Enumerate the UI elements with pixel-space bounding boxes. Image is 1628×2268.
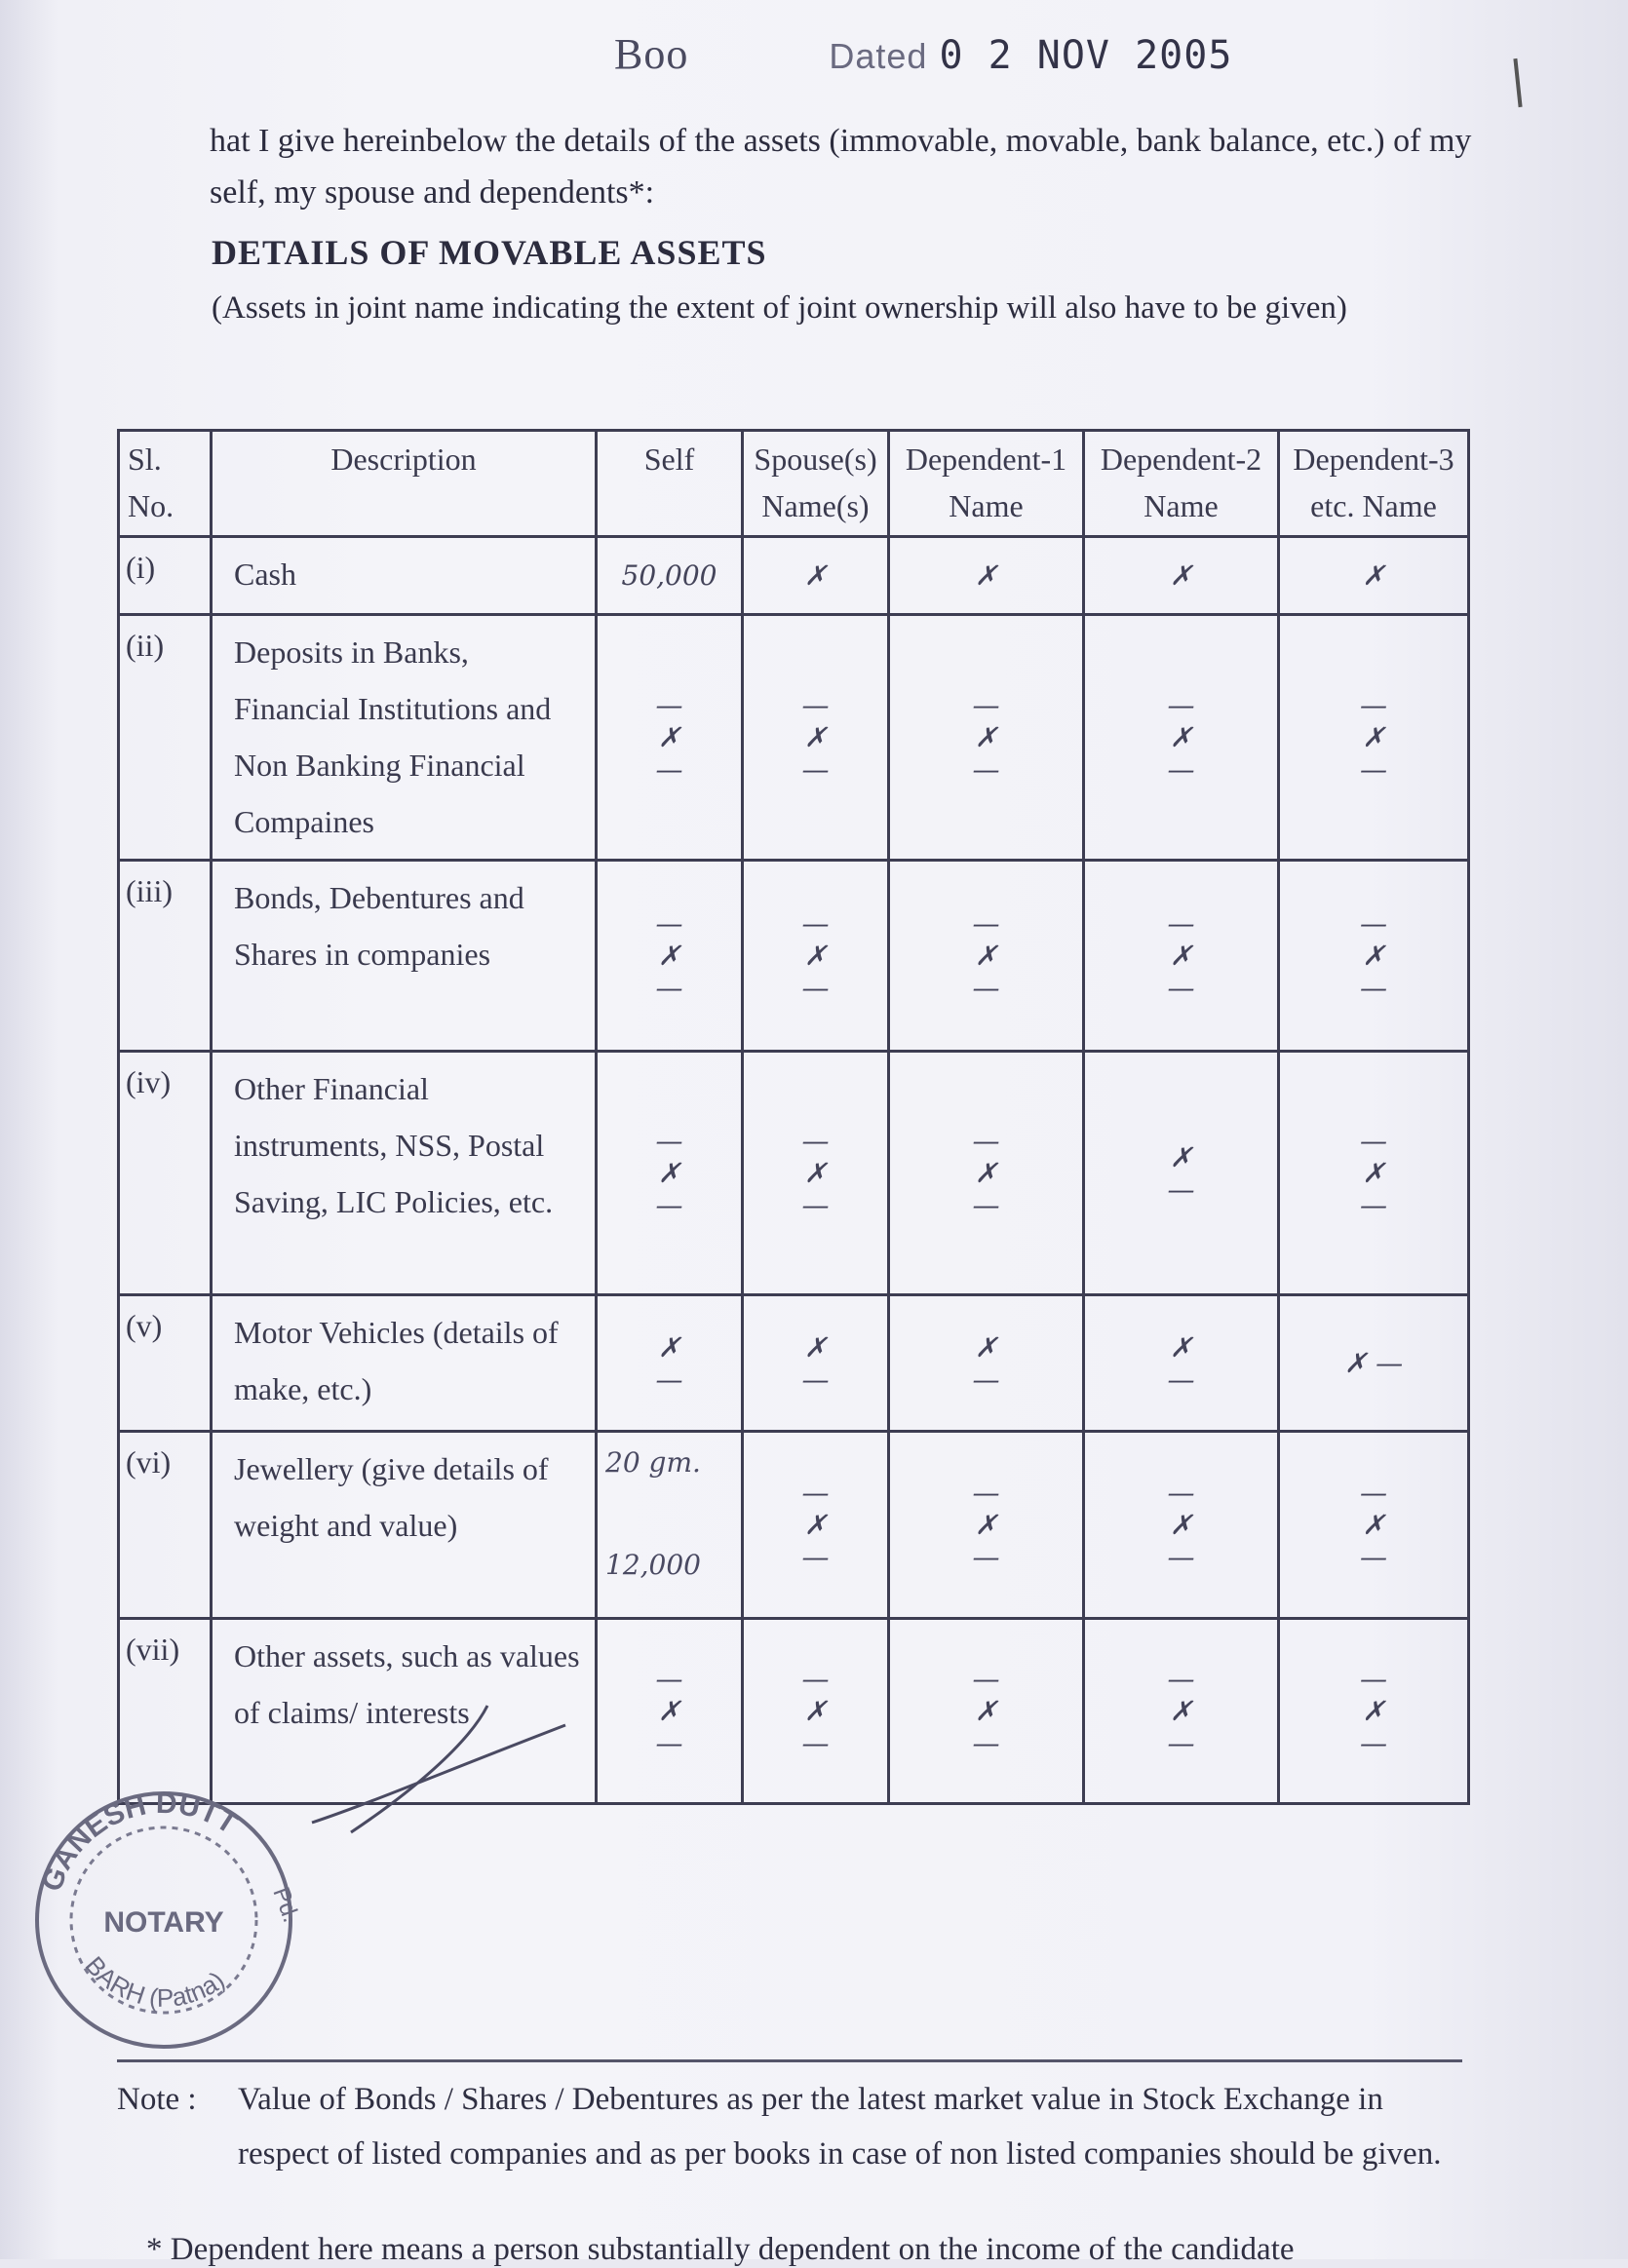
row-dep3-mark: ✗ —	[1279, 1295, 1469, 1432]
table-row	[119, 861, 1469, 1052]
row-dep1-mark: ✗	[889, 537, 1084, 615]
seal-top-text: GANESH DUTT	[35, 1787, 244, 1896]
seal-bottom-text: BARH (Patna)	[79, 1950, 230, 2013]
table-row	[119, 1432, 1469, 1619]
header-dep1-line2: Name	[949, 488, 1024, 523]
row-self-mark: — ✗ —	[597, 1052, 743, 1295]
section-heading: DETAILS OF MOVABLE ASSETS	[212, 233, 767, 272]
row-dep2-mark: ✗ —	[1084, 1295, 1279, 1432]
header-description: Description	[212, 431, 597, 537]
row-spouse-mark: ✗ —	[743, 1295, 889, 1432]
seal-middle-text: NOTARY	[103, 1906, 224, 1939]
row-dep3-mark: — ✗ —	[1279, 1432, 1469, 1619]
note-label: Note :	[117, 2082, 197, 2117]
header-dep3-line1: Dependent-3	[1293, 442, 1454, 477]
header-dependent-2	[1084, 431, 1279, 537]
row-description: Deposits in Banks, Financial Institutions and Non Banking Financial Compaines	[212, 615, 597, 861]
row-sl: (vii)	[119, 1619, 212, 1804]
row-description: Jewellery (give details of weight and value)	[212, 1432, 597, 1619]
row-self-mark: — ✗ —	[597, 1619, 743, 1804]
seal-right-text: Pd.	[267, 1883, 305, 1926]
row-self-mark: — ✗ —	[597, 615, 743, 861]
intro-text: hat I give hereinbelow the details of the assets (immovable, movable, bank balance, etc.) of my self, my spouse and dependents*:	[210, 123, 1472, 211]
header-stamp-text: Boo	[614, 30, 689, 78]
row-sl: (ii)	[119, 615, 212, 861]
row-dep1-mark: — ✗ —	[889, 861, 1084, 1052]
jewellery-value: 12,000	[605, 1549, 701, 1581]
row-spouse-mark: — ✗ —	[743, 861, 889, 1052]
table-row	[119, 537, 1469, 615]
row-sl: (i)	[119, 537, 212, 615]
header-self: Self	[597, 431, 743, 537]
header-sl-line2: No.	[128, 488, 174, 523]
row-spouse-mark: — ✗ —	[743, 1432, 889, 1619]
row-dep3-mark: ✗	[1279, 537, 1469, 615]
movable-assets-table	[117, 429, 1470, 1805]
row-dep2-mark: — ✗ —	[1084, 615, 1279, 861]
row-self-mark: ✗ —	[597, 1295, 743, 1432]
header-dep2-line2: Name	[1143, 488, 1219, 523]
header-dependent-1	[889, 431, 1084, 537]
header-sl-line1: Sl.	[128, 442, 162, 477]
note-divider	[117, 2059, 1462, 2062]
footer-partial-text: * Dependent here means a person substantially dependent on the income of the candidate	[146, 2232, 1295, 2267]
svg-text:GANESH DUTT	[36, 1787, 244, 1896]
row-dep3-mark: — ✗ —	[1279, 615, 1469, 861]
header-stamp	[614, 29, 1232, 79]
row-spouse-mark: ✗	[743, 537, 889, 615]
row-dep3-mark: — ✗ —	[1279, 1052, 1469, 1295]
header-spouse	[743, 431, 889, 537]
row-description: Other assets, such as values of claims/ interests	[212, 1619, 597, 1804]
row-description: Bonds, Debentures and Shares in companies	[212, 861, 597, 1052]
row-self-values	[597, 1432, 743, 1619]
row-dep2-mark: ✗	[1084, 537, 1279, 615]
row-sl: (vi)	[119, 1432, 212, 1619]
row-dep1-mark: — ✗ —	[889, 1619, 1084, 1804]
row-spouse-mark: — ✗ —	[743, 1052, 889, 1295]
row-self-value: 50,000	[597, 537, 743, 615]
header-stamp-dated-label: Dated	[829, 36, 928, 76]
row-dep2-mark: — ✗ —	[1084, 861, 1279, 1052]
row-dep1-mark: — ✗ —	[889, 1052, 1084, 1295]
signature-scribble	[292, 1686, 585, 1842]
section-subtext: (Assets in joint name indicating the extent of joint ownership will also have to be given)	[212, 290, 1347, 326]
jewellery-weight: 20 gm.	[605, 1446, 701, 1479]
row-dep3-mark: — ✗ —	[1279, 861, 1469, 1052]
header-spouse-line2: Name(s)	[761, 488, 870, 523]
edge-mark	[1513, 58, 1522, 107]
header-sl	[119, 431, 212, 537]
table-row	[119, 1052, 1469, 1295]
row-sl: (iv)	[119, 1052, 212, 1295]
table-header-row	[119, 431, 1469, 537]
row-dep3-mark: — ✗ —	[1279, 1619, 1469, 1804]
header-dependent-3	[1279, 431, 1469, 537]
row-sl: (v)	[119, 1295, 212, 1432]
header-stamp-date: 0 2 NOV 2005	[939, 33, 1233, 78]
header-dep1-line1: Dependent-1	[905, 442, 1067, 477]
row-description: Motor Vehicles (details of make, etc.)	[212, 1295, 597, 1432]
table-row	[119, 1295, 1469, 1432]
row-self-mark: — ✗ —	[597, 861, 743, 1052]
table-row	[119, 615, 1469, 861]
row-spouse-mark: — ✗ —	[743, 615, 889, 861]
row-dep1-mark: — ✗ —	[889, 1432, 1084, 1619]
header-dep3-line2: etc. Name	[1310, 488, 1437, 523]
row-dep2-mark: — ✗ —	[1084, 1619, 1279, 1804]
header-spouse-line1: Spouse(s)	[754, 442, 877, 477]
row-description: Other Financial instruments, NSS, Postal Saving, LIC Policies, etc.	[212, 1052, 597, 1295]
row-description: Cash	[212, 537, 597, 615]
row-dep2-mark: ✗ —	[1084, 1052, 1279, 1295]
note-text: Value of Bonds / Shares / Debentures as per the latest market value in Stock Exchange in respect of listed companies and as per books in case of non listed companies should be given.	[238, 2082, 1442, 2172]
notary-seal	[18, 1774, 310, 2066]
row-dep2-mark: — ✗ —	[1084, 1432, 1279, 1619]
row-spouse-mark: — ✗ —	[743, 1619, 889, 1804]
row-sl: (iii)	[119, 861, 212, 1052]
row-dep1-mark: — ✗ —	[889, 615, 1084, 861]
row-dep1-mark: ✗ —	[889, 1295, 1084, 1432]
svg-text:BARH (Patna)	[80, 1950, 230, 2012]
header-dep2-line1: Dependent-2	[1100, 442, 1262, 477]
